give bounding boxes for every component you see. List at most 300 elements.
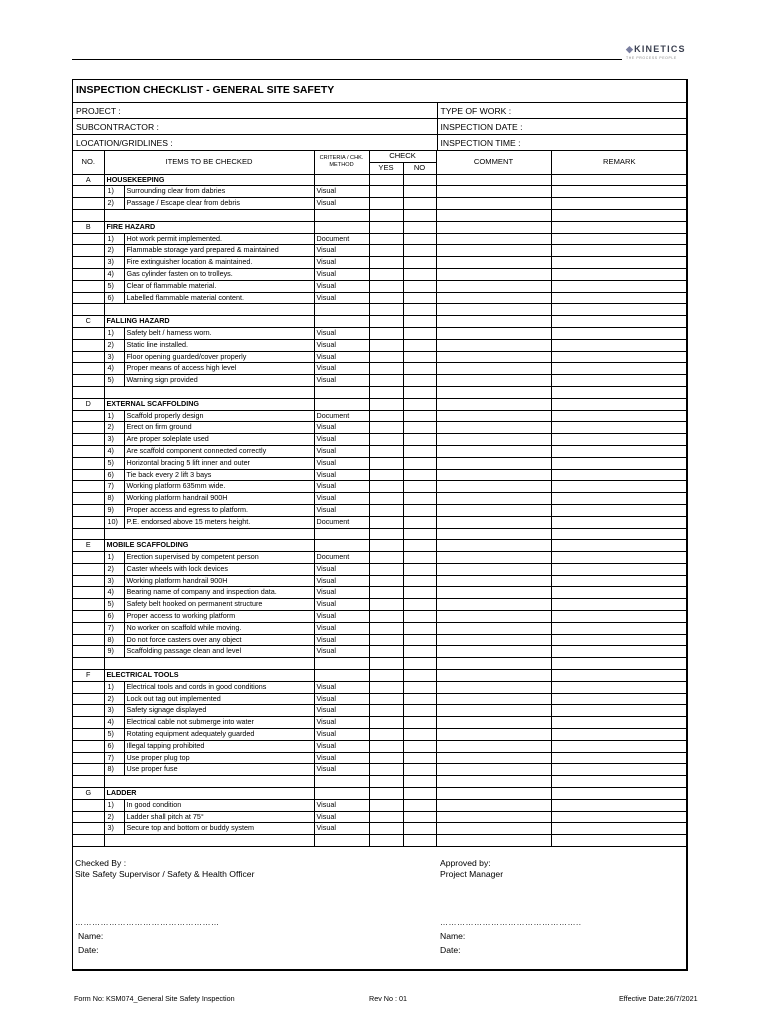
yes-check-cell[interactable] [369,835,403,847]
spacer-row [73,386,687,398]
comment-cell[interactable] [436,552,551,564]
comment-cell[interactable] [436,445,551,457]
checked-by-label: Checked By : [75,858,127,868]
remark-cell[interactable] [551,717,687,729]
item-number: 4) [104,363,124,375]
no-check-cell[interactable] [403,339,436,351]
yes-check-cell[interactable] [369,386,403,398]
yes-check-cell[interactable] [369,540,403,552]
inspection-time-field[interactable]: INSPECTION TIME : [437,135,687,151]
remark-cell[interactable] [551,552,687,564]
item-number: 3) [104,434,124,446]
check-method: Visual [314,693,369,705]
item-text: Surrounding clear from dabries [124,186,314,198]
checklist-item-row [73,375,687,387]
yes-check-cell[interactable] [369,257,403,269]
no-check-cell[interactable] [403,729,436,741]
comment-cell[interactable] [436,599,551,611]
blank-cell [73,493,104,505]
remark-cell[interactable] [551,316,687,328]
comment-cell[interactable] [436,198,551,210]
remark-cell[interactable] [551,457,687,469]
yes-check-cell[interactable] [369,634,403,646]
blank-cell [73,764,104,776]
yes-check-cell[interactable] [369,304,403,316]
no-check-cell[interactable] [403,198,436,210]
remark-cell[interactable] [551,257,687,269]
comment-cell[interactable] [436,705,551,717]
comment-cell[interactable] [436,670,551,682]
remark-cell[interactable] [551,327,687,339]
blank-cell [314,835,369,847]
blank-cell [73,351,104,363]
yes-check-cell[interactable] [369,493,403,505]
location-field[interactable]: LOCATION/GRIDLINES : [73,135,437,151]
remark-cell[interactable] [551,764,687,776]
comment-cell[interactable] [436,316,551,328]
no-check-cell[interactable] [403,717,436,729]
comment-cell[interactable] [436,493,551,505]
no-check-cell[interactable] [403,386,436,398]
remark-cell[interactable] [551,658,687,670]
comment-cell[interactable] [436,823,551,835]
inspection-date-field[interactable]: INSPECTION DATE : [437,119,687,135]
yes-check-cell[interactable] [369,339,403,351]
comment-cell[interactable] [436,634,551,646]
remark-cell[interactable] [551,729,687,741]
remark-cell[interactable] [551,280,687,292]
remark-cell[interactable] [551,304,687,316]
remark-cell[interactable] [551,493,687,505]
yes-check-cell[interactable] [369,268,403,280]
item-number: 5) [104,729,124,741]
no-check-cell[interactable] [403,351,436,363]
comment-cell[interactable] [436,622,551,634]
no-check-cell[interactable] [403,268,436,280]
yes-check-cell[interactable] [369,752,403,764]
comment-cell[interactable] [436,375,551,387]
no-check-cell[interactable] [403,221,436,233]
check-method: Visual [314,351,369,363]
project-field[interactable]: PROJECT : [73,103,437,119]
no-check-cell[interactable] [403,835,436,847]
comment-cell[interactable] [436,575,551,587]
section-header-row [73,540,687,552]
no-check-cell[interactable] [403,434,436,446]
no-check-cell[interactable] [403,823,436,835]
no-check-cell[interactable] [403,410,436,422]
remark-cell[interactable] [551,622,687,634]
remark-cell[interactable] [551,198,687,210]
remark-cell[interactable] [551,646,687,658]
no-check-cell[interactable] [403,599,436,611]
blank-cell [104,304,314,316]
yes-check-cell[interactable] [369,209,403,221]
yes-check-cell[interactable] [369,670,403,682]
yes-check-cell[interactable] [369,599,403,611]
checker-name-label: Name: [78,931,104,941]
yes-check-cell[interactable] [369,398,403,410]
remark-cell[interactable] [551,752,687,764]
remark-cell[interactable] [551,740,687,752]
no-check-cell[interactable] [403,622,436,634]
remark-cell[interactable] [551,776,687,788]
yes-check-cell[interactable] [369,233,403,245]
remark-cell[interactable] [551,823,687,835]
remark-cell[interactable] [551,233,687,245]
remark-cell[interactable] [551,363,687,375]
remark-cell[interactable] [551,375,687,387]
comment-cell[interactable] [436,776,551,788]
check-method: Visual [314,186,369,198]
remark-cell[interactable] [551,563,687,575]
section-title: EXTERNAL SCAFFOLDING [104,398,314,410]
remark-cell[interactable] [551,351,687,363]
checklist-item-row [73,198,687,210]
yes-check-cell[interactable] [369,575,403,587]
item-text: P.E. endorsed above 15 meters height. [124,516,314,528]
yes-check-cell[interactable] [369,280,403,292]
comment-cell[interactable] [436,752,551,764]
comment-cell[interactable] [436,434,551,446]
blank-cell [73,457,104,469]
checklist-item-row [73,599,687,611]
comment-cell[interactable] [436,304,551,316]
comment-cell[interactable] [436,563,551,575]
no-check-cell[interactable] [403,292,436,304]
no-check-cell[interactable] [403,186,436,198]
yes-check-cell[interactable] [369,457,403,469]
remark-cell[interactable] [551,398,687,410]
remark-cell[interactable] [551,292,687,304]
remark-cell[interactable] [551,540,687,552]
no-check-cell[interactable] [403,681,436,693]
remark-cell[interactable] [551,528,687,540]
yes-check-cell[interactable] [369,292,403,304]
no-check-cell[interactable] [403,646,436,658]
remark-cell[interactable] [551,587,687,599]
item-number: 3) [104,575,124,587]
yes-check-cell[interactable] [369,410,403,422]
no-check-cell[interactable] [403,552,436,564]
remark-cell[interactable] [551,504,687,516]
yes-check-cell[interactable] [369,516,403,528]
yes-check-cell[interactable] [369,776,403,788]
no-check-cell[interactable] [403,493,436,505]
yes-check-cell[interactable] [369,327,403,339]
blank-cell [73,575,104,587]
yes-check-cell[interactable] [369,221,403,233]
comment-cell[interactable] [436,481,551,493]
company-logo [626,44,690,60]
remark-cell[interactable] [551,174,687,186]
yes-check-cell[interactable] [369,552,403,564]
no-check-cell[interactable] [403,398,436,410]
comment-cell[interactable] [436,729,551,741]
remark-cell[interactable] [551,516,687,528]
no-check-cell[interactable] [403,445,436,457]
col-criteria: CRITERIA / CHK. METHOD [314,151,369,175]
blank-cell [73,445,104,457]
no-check-cell[interactable] [403,634,436,646]
checklist-item-row [73,729,687,741]
comment-cell[interactable] [436,257,551,269]
item-number: 1) [104,552,124,564]
yes-check-cell[interactable] [369,823,403,835]
comment-cell[interactable] [436,422,551,434]
yes-check-cell[interactable] [369,351,403,363]
remark-cell[interactable] [551,410,687,422]
comment-cell[interactable] [436,186,551,198]
spacer-row [73,528,687,540]
comment-cell[interactable] [436,363,551,375]
no-check-cell[interactable] [403,575,436,587]
yes-check-cell[interactable] [369,481,403,493]
no-check-cell[interactable] [403,504,436,516]
yes-check-cell[interactable] [369,422,403,434]
remark-cell[interactable] [551,209,687,221]
checklist-item-row [73,587,687,599]
checker-signature-line[interactable]: …………………………………………… [75,918,220,927]
blank-cell [73,752,104,764]
remark-cell[interactable] [551,693,687,705]
no-check-cell[interactable] [403,280,436,292]
checklist-item-row [73,292,687,304]
item-text: Scaffold properly design [124,410,314,422]
check-method: Document [314,516,369,528]
yes-check-cell[interactable] [369,198,403,210]
checker-date-label: Date: [78,945,99,955]
no-check-cell[interactable] [403,670,436,682]
yes-check-cell[interactable] [369,740,403,752]
checklist-item-row [73,339,687,351]
comment-cell[interactable] [436,339,551,351]
comment-cell[interactable] [436,835,551,847]
blank-cell [73,186,104,198]
no-check-cell[interactable] [403,316,436,328]
remark-cell[interactable] [551,445,687,457]
yes-check-cell[interactable] [369,646,403,658]
yes-check-cell[interactable] [369,705,403,717]
yes-check-cell[interactable] [369,375,403,387]
check-method: Visual [314,717,369,729]
yes-check-cell[interactable] [369,504,403,516]
comment-cell[interactable] [436,457,551,469]
comment-cell[interactable] [436,788,551,800]
no-check-cell[interactable] [403,752,436,764]
remark-cell[interactable] [551,434,687,446]
yes-check-cell[interactable] [369,528,403,540]
no-check-cell[interactable] [403,811,436,823]
comment-cell[interactable] [436,209,551,221]
comment-cell[interactable] [436,540,551,552]
remark-cell[interactable] [551,422,687,434]
comment-cell[interactable] [436,799,551,811]
check-method: Visual [314,646,369,658]
no-check-cell[interactable] [403,257,436,269]
item-text: Caster wheels with lock devices [124,563,314,575]
yes-check-cell[interactable] [369,788,403,800]
remark-cell[interactable] [551,599,687,611]
no-check-cell[interactable] [403,788,436,800]
checklist-item-row [73,693,687,705]
blank-cell [73,469,104,481]
yes-check-cell[interactable] [369,563,403,575]
comment-cell[interactable] [436,504,551,516]
no-check-cell[interactable] [403,245,436,257]
remark-cell[interactable] [551,788,687,800]
remark-cell[interactable] [551,799,687,811]
comment-cell[interactable] [436,469,551,481]
remark-cell[interactable] [551,835,687,847]
check-method: Visual [314,611,369,623]
yes-check-cell[interactable] [369,186,403,198]
blank-cell [73,339,104,351]
remark-cell[interactable] [551,386,687,398]
yes-check-cell[interactable] [369,174,403,186]
no-check-cell[interactable] [403,799,436,811]
no-check-cell[interactable] [403,422,436,434]
remark-cell[interactable] [551,245,687,257]
comment-cell[interactable] [436,233,551,245]
check-method: Visual [314,599,369,611]
yes-check-cell[interactable] [369,658,403,670]
check-method: Visual [314,493,369,505]
no-check-cell[interactable] [403,233,436,245]
comment-cell[interactable] [436,516,551,528]
no-check-cell[interactable] [403,209,436,221]
no-check-cell[interactable] [403,693,436,705]
approver-date-label: Date: [440,945,461,955]
comment-cell[interactable] [436,693,551,705]
remark-cell[interactable] [551,339,687,351]
comment-cell[interactable] [436,327,551,339]
yes-check-cell[interactable] [369,764,403,776]
yes-check-cell[interactable] [369,434,403,446]
yes-check-cell[interactable] [369,587,403,599]
comment-cell[interactable] [436,611,551,623]
no-check-cell[interactable] [403,705,436,717]
comment-cell[interactable] [436,764,551,776]
comment-cell[interactable] [436,681,551,693]
no-check-cell[interactable] [403,611,436,623]
item-text: Secure top and bottom or buddy system [124,823,314,835]
yes-check-cell[interactable] [369,799,403,811]
remark-cell[interactable] [551,811,687,823]
remark-cell[interactable] [551,481,687,493]
no-check-cell[interactable] [403,327,436,339]
approver-signature-line[interactable]: ………………………………………….. [440,918,582,927]
remark-cell[interactable] [551,705,687,717]
item-number: 3) [104,257,124,269]
comment-cell[interactable] [436,528,551,540]
no-check-cell[interactable] [403,363,436,375]
no-check-cell[interactable] [403,740,436,752]
no-check-cell[interactable] [403,658,436,670]
blank-cell [73,410,104,422]
comment-cell[interactable] [436,717,551,729]
section-title: LADDER [104,788,314,800]
no-check-cell[interactable] [403,481,436,493]
comment-cell[interactable] [436,386,551,398]
approver-name-label: Name: [440,931,466,941]
yes-check-cell[interactable] [369,622,403,634]
no-check-cell[interactable] [403,563,436,575]
comment-cell[interactable] [436,174,551,186]
yes-check-cell[interactable] [369,729,403,741]
remark-cell[interactable] [551,186,687,198]
item-number: 3) [104,351,124,363]
remark-cell[interactable] [551,611,687,623]
remark-cell[interactable] [551,221,687,233]
remark-cell[interactable] [551,670,687,682]
comment-cell[interactable] [436,811,551,823]
comment-cell[interactable] [436,221,551,233]
yes-check-cell[interactable] [369,717,403,729]
col-no: NO. [73,151,104,175]
subcontractor-field[interactable]: SUBCONTRACTOR : [73,119,437,135]
blank-cell [314,304,369,316]
remark-cell[interactable] [551,634,687,646]
no-check-cell[interactable] [403,516,436,528]
checker-role: Site Safety Supervisor / Safety & Health Officer [75,869,255,879]
yes-check-cell[interactable] [369,693,403,705]
no-check-cell[interactable] [403,528,436,540]
yes-check-cell[interactable] [369,811,403,823]
no-check-cell[interactable] [403,469,436,481]
no-check-cell[interactable] [403,375,436,387]
remark-cell[interactable] [551,268,687,280]
no-check-cell[interactable] [403,764,436,776]
comment-cell[interactable] [436,398,551,410]
item-number: 8) [104,634,124,646]
check-method: Visual [314,457,369,469]
comment-cell[interactable] [436,646,551,658]
yes-check-cell[interactable] [369,611,403,623]
item-number: 9) [104,646,124,658]
no-check-cell[interactable] [403,540,436,552]
yes-check-cell[interactable] [369,445,403,457]
comment-cell[interactable] [436,351,551,363]
comment-cell[interactable] [436,292,551,304]
remark-cell[interactable] [551,575,687,587]
yes-check-cell[interactable] [369,316,403,328]
no-check-cell[interactable] [403,776,436,788]
yes-check-cell[interactable] [369,245,403,257]
blank-cell [73,516,104,528]
item-text: Proper access and egress to platform. [124,504,314,516]
col-remark: REMARK [551,151,687,175]
no-check-cell[interactable] [403,304,436,316]
item-text: Gas cylinder fasten on to trolleys. [124,268,314,280]
comment-cell[interactable] [436,280,551,292]
yes-check-cell[interactable] [369,363,403,375]
no-check-cell[interactable] [403,587,436,599]
no-check-cell[interactable] [403,457,436,469]
comment-cell[interactable] [436,658,551,670]
comment-cell[interactable] [436,587,551,599]
remark-cell[interactable] [551,681,687,693]
yes-check-cell[interactable] [369,681,403,693]
comment-cell[interactable] [436,410,551,422]
type-of-work-field[interactable]: TYPE OF WORK : [437,103,687,119]
comment-cell[interactable] [436,740,551,752]
no-check-cell[interactable] [403,174,436,186]
remark-cell[interactable] [551,469,687,481]
comment-cell[interactable] [436,245,551,257]
comment-cell[interactable] [436,268,551,280]
yes-check-cell[interactable] [369,469,403,481]
